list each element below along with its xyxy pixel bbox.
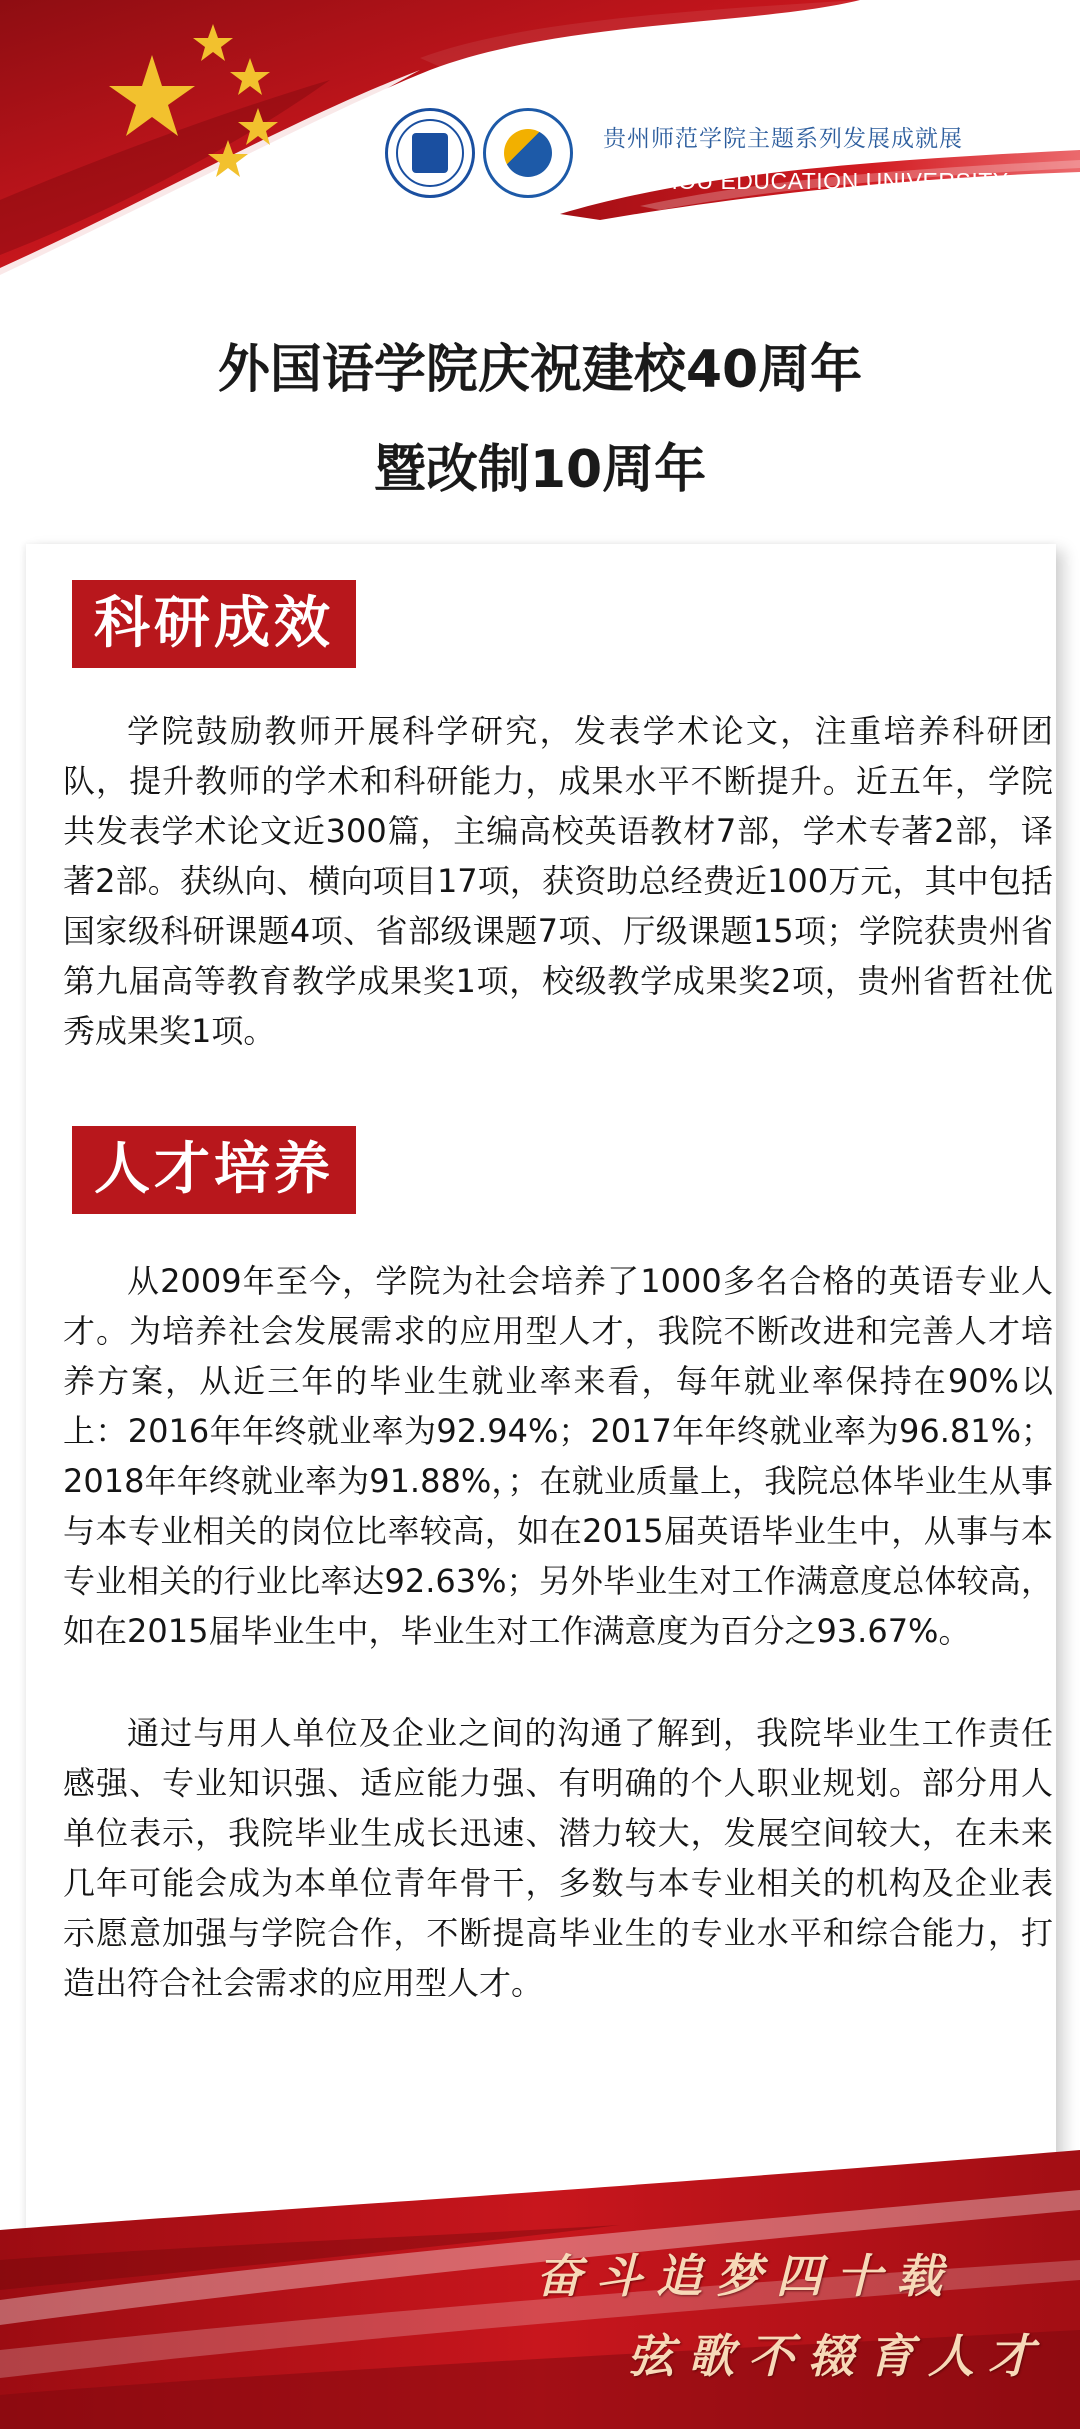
slogan-line-1: 奋斗追梦四十载 xyxy=(536,2249,956,2303)
talent-paragraph-1: 从2009年至今，学院为社会培养了1000多名合格的英语专业人才。为培养社会发展需求的应用型人才，我院不断改进和完善人才培养方案，从近三年的毕业生就业率来看，每年就业率保持在90%以上：2016年年终就业率为92.94%；2017年年终就业率为96.81%；2018年年终就业率为91.88%，；在就业质量上，我院总体毕业生从事与本专业相关的岗位比率较高，如在2015届英语毕业生中，从事与本专业相关的行业比率达92.63%；另外毕业生对工作满意度总体较高，如在2015届毕业生中，毕业生对工作满意度为百分之93.67%。 xyxy=(63,1262,1053,1650)
content-card xyxy=(26,544,1056,2247)
page-title xyxy=(0,320,1080,520)
header-banner xyxy=(0,0,1080,290)
section-heading-research: 科研成效 xyxy=(72,580,356,668)
research-paragraph: 学院鼓励教师开展科学研究，发表学术论文，注重培养科研团队，提升教师的学术和科研能力，成果水平不断提升。近五年，学院共发表学术论文近300篇，主编高校英语教材7部，学术专著2部，译著2部。获纵向、横向项目17项，获资助总经费近100万元，其中包括国家级科研课题4项、省部级课题7项、厅级课题15项；学院获贵州省第九届高等教育教学成果奖1项，校级教学成果奖2项，贵州省哲社优秀成果奖1项。 xyxy=(63,712,1053,1050)
school-of-foreign-languages-logo-icon xyxy=(483,108,573,198)
banner-title-cn: 贵州师范学院主题系列发展成就展 xyxy=(603,126,963,152)
slogan-line-2: 弦歌不辍育人才 xyxy=(628,2329,1048,2383)
banner-title-en: GUIZHOU EDUCATION UNIVERSITY xyxy=(604,168,1009,194)
page-title-line-2: 暨改制10周年 xyxy=(373,440,707,500)
talent-paragraph-2: 通过与用人单位及企业之间的沟通了解到，我院毕业生工作责任感强、专业知识强、适应能力强、有明确的个人职业规划。部分用人单位表示，我院毕业生成长迅速、潜力较大，发展空间较大，在未来几年可能会成为本单位青年骨干，多数与本专业相关的机构及企业表示愿意加强与学院合作，不断提高毕业生的专业水平和综合能力，打造出符合社会需求的应用型人才。 xyxy=(63,1714,1053,2002)
university-logo-icon xyxy=(385,108,475,198)
page-title-line-1: 外国语学院庆祝建校40周年 xyxy=(217,340,863,400)
section-heading-talent: 人才培养 xyxy=(72,1126,356,1214)
